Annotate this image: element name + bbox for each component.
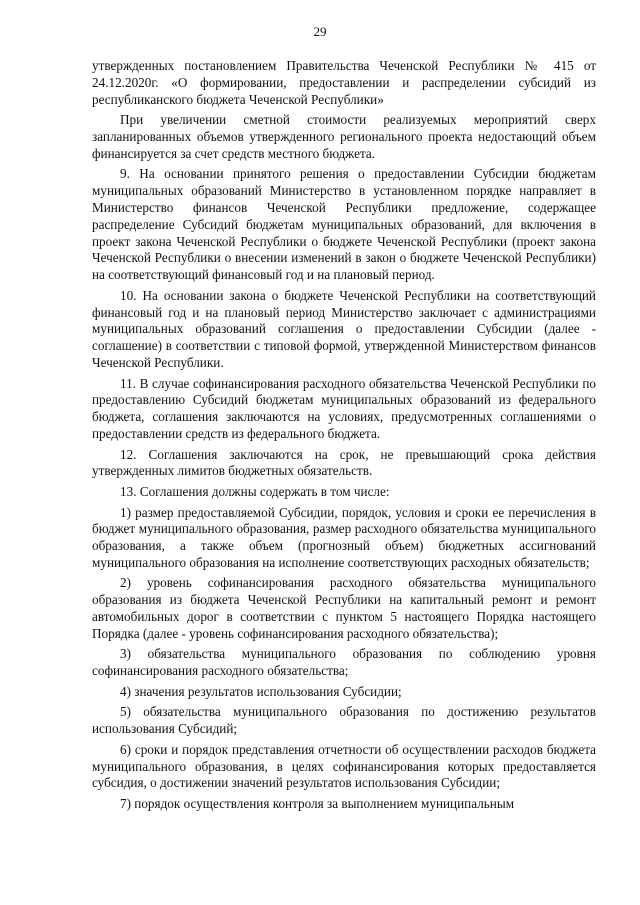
list-item-4: 4) значения результатов использования Субсидии; [120, 683, 402, 699]
paragraph-clause-12: 12. Соглашения заключаются на срок, не превышающий срока действия утвержденных лимитов бюджетных обязательств. [92, 446, 596, 479]
paragraph-clause-11: 11. В случае софинансирования расходного обязательства Чеченской Республики по предоставлению Субсидий бюджетам муниципальных образований из федерального бюджета, соглашения заключаются на условиях, предусмотренных соглашениями о предоставлении средств из федерального бюджета. [92, 375, 596, 441]
document-body [92, 58, 596, 817]
list-item-5: 5) обязательства муниципального образования по достижению результатов использования Субсидий; [92, 704, 596, 737]
paragraph-clause-10: 10. На основании закона о бюджете Чеченской Республики на соответствующий финансовый год и на плановый период Министерство заключает с администрациями муниципальных образований соглашения о предоставлении Субсидии (далее - соглашение) в соответствии с типовой формой, утвержденной Министерством финансов Чеченской Республики. [92, 287, 596, 370]
list-item-3: 3) обязательства муниципального образования по соблюдению уровня софинансирования расходного обязательства; [92, 646, 596, 679]
list-item-6: 6) сроки и порядок представления отчетности об осуществлении расходов бюджета муниципального образования, в целях софинансирования которых предоставляется субсидия, о достижении значений результатов использования Субсидии; [92, 741, 596, 791]
paragraph-continuation: утвержденных постановлением Правительства Чеченской Республики № 415 от 24.12.2020г. «О формировании, предоставлении и распределении субсидий из республиканского бюджета Чеченской Республики» [92, 58, 596, 107]
list-item-1: 1) размер предоставляемой Субсидии, порядок, условия и сроки ее перечисления в бюджет муниципального образования, размер расходного обязательства муниципального образования, а также объем (прогнозный объем) бюджетных ассигнований муниципального образования на исполнение соответствующих расходных обязательств; [92, 504, 596, 570]
paragraph-clause-9: 9. На основании принятого решения о предоставлении Субсидии бюджетам муниципальных образований Министерство в установленном порядке направляет в Министерство финансов Чеченской Республики предложение, содержащее распределение Субсидий бюджетам муниципальных образований, для включения в проект закона Чеченской Республики о бюджете Чеченской Республики (проект закона Чеченской Республики о внесении изменений в закон о бюджете Чеченской Республики) на соответствующий финансовый год и на плановый период. [92, 166, 596, 283]
paragraph-cost-increase: При увеличении сметной стоимости реализуемых мероприятий сверх запланированных объемов утвержденного регионального проекта недостающий объем финансируется за счет средств местного бюджета. [92, 112, 596, 161]
list-item-7: 7) порядок осуществления контроля за выполнением муниципальным [120, 796, 515, 812]
paragraph-clause-13: 13. Соглашения должны содержать в том числе: [120, 483, 390, 499]
page-number: 29 [313, 24, 327, 39]
list-item-2: 2) уровень софинансирования расходного обязательства муниципального образования из бюджета Чеченской Республики на капитальный ремонт и ремонт автомобильных дорог в соответствии с пунктом 5 настоящего Порядка настоящего Порядка (далее - уровень софинансирования расходного обязательства); [92, 575, 596, 641]
